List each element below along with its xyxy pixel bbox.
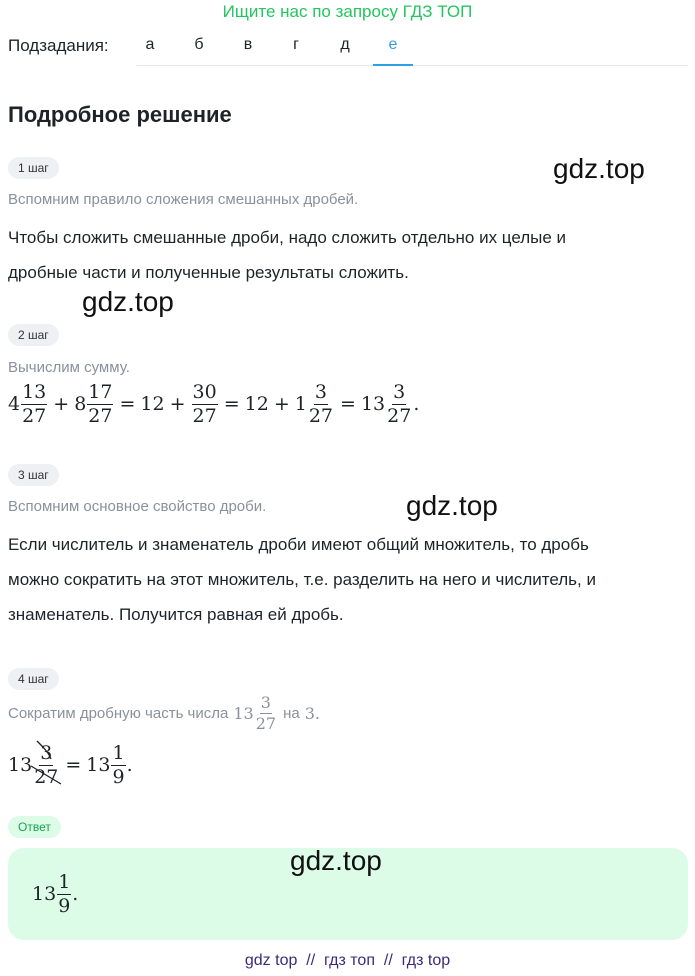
step3-line-2: можно сократить на этот множитель, т.е. разделить на него и числитель, и [8, 570, 596, 589]
numerator: 3 [260, 693, 271, 712]
footer-links[interactable]: gdz top // гдз топ // гдз top [244, 952, 451, 969]
watermark: gdz.top [406, 490, 498, 521]
step-badge-3: 3 шаг [8, 464, 59, 486]
eq-whole: 1 [294, 393, 307, 416]
step1-line-2: дробные части и полученные результаты сложить. [8, 263, 409, 282]
tab-d[interactable]: д [340, 36, 350, 53]
denominator: 27 [34, 765, 59, 788]
answer-value [32, 872, 78, 917]
period: . [314, 703, 320, 723]
fraction [57, 872, 71, 917]
fraction [87, 382, 113, 427]
step2-equation [8, 382, 419, 427]
numerator: 3 [314, 381, 327, 403]
numerator: 17 [88, 381, 113, 403]
hint-text: Сократим дробную часть числа [8, 704, 229, 722]
denominator-cancelled [33, 766, 59, 788]
eq-whole: 4 [8, 393, 21, 416]
step3-line-1: Если числитель и знаменатель дроби имеют общий множитель, то дробь [8, 535, 589, 554]
hint-value [305, 704, 320, 723]
operator: + [169, 393, 186, 416]
eq-term: 12 [244, 393, 269, 416]
tab-v[interactable]: в [243, 36, 253, 53]
step3-text [8, 527, 668, 632]
tab-b[interactable]: б [194, 36, 204, 53]
promo-banner[interactable]: Ищите нас по запросу ГДЗ ТОП [222, 2, 473, 21]
eq-whole: 13 [86, 754, 111, 777]
denominator: 27 [88, 404, 113, 427]
step4-hint [8, 694, 320, 732]
tab-g[interactable]: г [293, 36, 299, 53]
eq-term: 12 [140, 393, 165, 416]
eq-whole: 13 [32, 883, 57, 906]
operator: = [119, 393, 136, 416]
step1-line-1: Чтобы сложить смешанные дроби, надо сложить отдельно их целые и [8, 228, 567, 247]
fraction [386, 382, 412, 427]
eq-whole: 13 [8, 754, 33, 777]
period: . [413, 393, 420, 416]
denominator: 9 [112, 765, 125, 788]
denominator: 27 [22, 404, 47, 427]
denominator: 27 [387, 404, 412, 427]
fraction [21, 382, 47, 427]
fraction [111, 743, 125, 788]
numerator: 3 [393, 381, 406, 403]
denominator: 27 [308, 404, 334, 427]
fraction [192, 382, 218, 427]
eq-whole: 8 [74, 393, 87, 416]
answer-badge: Ответ [8, 816, 61, 838]
tab-e[interactable]: е [373, 36, 413, 54]
fraction [255, 694, 277, 732]
denominator: 9 [58, 894, 71, 917]
operator: = [65, 754, 82, 777]
watermark: gdz.top [553, 153, 645, 184]
step-badge-4: 4 шаг [8, 668, 59, 690]
step2-hint: Вычислим сумму. [8, 359, 130, 376]
numerator: 1 [58, 871, 71, 893]
numerator: 3 [40, 742, 53, 764]
hint-whole: 13 [233, 703, 254, 723]
numerator: 1 [112, 742, 125, 764]
denominator: 27 [255, 713, 277, 733]
tab-a[interactable]: а [145, 36, 155, 53]
watermark: gdz.top [82, 286, 174, 317]
step-badge-2: 2 шаг [8, 324, 59, 346]
step1-text [8, 220, 668, 290]
hint-text: на [283, 704, 300, 722]
step-badge-1: 1 шаг [8, 157, 59, 179]
cancel-stroke-icon [35, 739, 55, 761]
step1-hint: Вспомним правило сложения смешанных дробей. [8, 191, 359, 208]
fraction [308, 382, 334, 427]
operator: + [273, 393, 290, 416]
subtasks-label: Подзадания: [8, 36, 109, 55]
step3-line-3: знаменатель. Получится равная ей дробь. [8, 605, 344, 624]
cancel-stroke-icon [29, 762, 63, 784]
subtasks-bar [8, 30, 688, 66]
hint-mixed-number [233, 694, 278, 732]
watermark: gdz.top [290, 845, 382, 876]
operator: = [223, 393, 240, 416]
operator: = [340, 393, 356, 416]
step3-hint: Вспомним основное свойство дроби. [8, 498, 267, 515]
fraction [33, 743, 59, 788]
denominator: 27 [192, 404, 217, 427]
eq-whole: 13 [360, 393, 386, 416]
hint-number: 3 [304, 703, 315, 723]
step4-equation [8, 743, 133, 788]
period: . [72, 883, 79, 906]
operator: + [53, 393, 70, 416]
numerator: 30 [192, 381, 217, 403]
period: . [126, 754, 133, 777]
page-title: Подробное решение [8, 102, 232, 127]
numerator: 13 [22, 381, 47, 403]
